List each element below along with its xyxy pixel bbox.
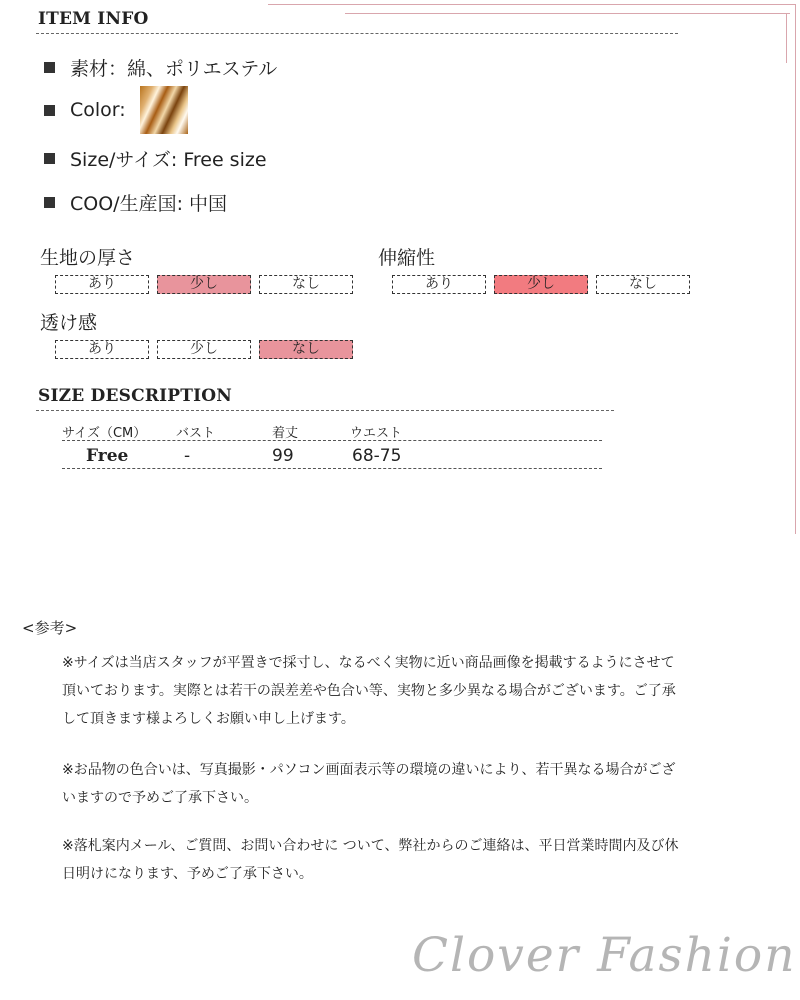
size-description-title: SIZE DESCRIPTION <box>38 386 233 406</box>
bullet-icon <box>44 197 55 208</box>
bullet-icon <box>44 153 55 164</box>
size-header-length: 着丈 <box>272 426 299 441</box>
sheer-option-ari: あり <box>55 340 149 359</box>
spec-coo-text: COO/生産国: 中国 <box>70 193 228 215</box>
reference-note-3: ※落札案内メール、ご質問、お問い合わせに ついて、弊社からのご連絡は、平日営業時間内及び休日明けになります、予めご了承下さい。 <box>62 838 679 882</box>
spec-material-text: 素材：綿、ポリエステル <box>70 58 278 80</box>
size-value-waist: 68-75 <box>352 446 402 466</box>
size-header-size: サイズ（CM） <box>62 426 147 441</box>
size-value-size: Free <box>86 446 129 466</box>
size-row-underline <box>62 468 602 469</box>
item-info-divider <box>36 33 678 34</box>
thickness-option-nashi: なし <box>259 275 353 294</box>
stretch-option-ari: あり <box>392 275 486 294</box>
spec-size <box>44 145 267 172</box>
size-value-length: 99 <box>272 446 294 466</box>
spec-size-text: Size/サイズ: Free size <box>70 149 267 171</box>
bullet-icon <box>44 105 55 116</box>
reference-note-2: ※お品物の色合いは、写真撮影・パソコン画面表示等の環境の違いにより、若干異なる場合がございますので予めご了承下さい。 <box>62 762 676 806</box>
size-header-waist: ウエスト <box>350 426 403 441</box>
sheer-option-sukoshi: 少し <box>157 340 251 359</box>
bullet-icon <box>44 62 55 73</box>
frame-line-top <box>268 4 796 5</box>
reference-note-1: ※サイズは当店スタッフが平置きで採寸し、なるべく実物に近い商品画像を掲載するようにさせて頂いております。実際とは若干の誤差差や色合い等、実物と多少異なる場合がございます。ご了承して頂きます様よろしくお願い申し上げます。 <box>62 655 676 727</box>
brand-logo: Clover Fashion <box>412 928 797 983</box>
thickness-label: 生地の厚さ <box>40 247 136 269</box>
stretch-option-sukoshi: 少し <box>494 275 588 294</box>
size-description-divider <box>36 410 614 411</box>
size-header-bust: バスト <box>176 426 216 441</box>
frame-line-right <box>795 4 796 534</box>
frame-line-top-inner <box>345 13 790 14</box>
stretch-label: 伸縮性 <box>378 247 436 269</box>
sheer-label: 透け感 <box>40 312 98 334</box>
spec-color <box>44 86 188 134</box>
sheer-option-nashi: なし <box>259 340 353 359</box>
item-info-title: ITEM INFO <box>38 9 149 29</box>
reference-title: <参考> <box>22 619 78 637</box>
size-header-underline <box>62 440 602 441</box>
spec-material <box>44 54 277 81</box>
color-swatch-image <box>140 86 188 134</box>
size-value-bust: - <box>184 446 191 466</box>
frame-line-right-inner <box>786 13 787 63</box>
stretch-option-nashi: なし <box>596 275 690 294</box>
spec-color-text: Color: <box>70 99 126 121</box>
spec-coo <box>44 189 227 216</box>
thickness-option-sukoshi: 少し <box>157 275 251 294</box>
thickness-option-ari: あり <box>55 275 149 294</box>
